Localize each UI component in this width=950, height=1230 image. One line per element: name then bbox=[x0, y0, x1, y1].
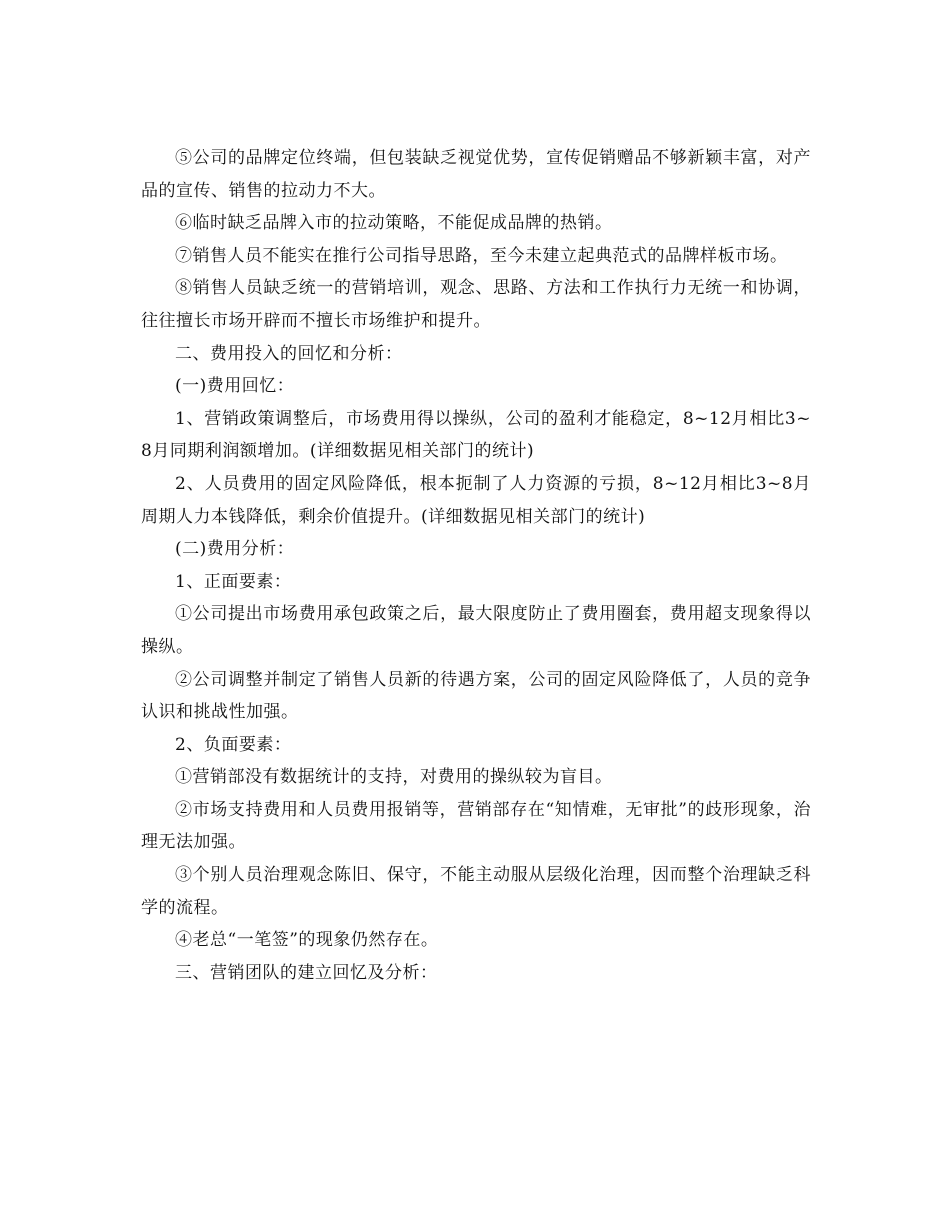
section-heading-expense-review: 二、费用投入的回忆和分析： bbox=[175, 343, 403, 364]
paragraph-positive-factor-2: ②公司调整并制定了销售人员新的待遇方案，公司的固定风险降低了，人员的竞争认识和挑战性加强。 bbox=[141, 669, 811, 723]
paragraph-sample-market: ⑦销售人员不能实在推行公司指导思路，至今未建立起典范式的品牌样板市场。 bbox=[175, 245, 788, 266]
paragraph-sales-training: ⑧销售人员缺乏统一的营销培训，观念、思路、方法和工作执行力无统一和协调，往往擅长市场开辟而不擅长市场维护和提升。 bbox=[141, 278, 811, 331]
paragraph-market-entry-strategy: ⑥临时缺乏品牌入市的拉动策略，不能促成品牌的热销。 bbox=[175, 213, 613, 234]
paragraph-positive-factor-1: ①公司提出市场费用承包政策之后，最大限度防止了费用圈套，费用超支现象得以操纵。 bbox=[141, 604, 811, 657]
section-heading-team-building: 三、营销团队的建立回忆及分析： bbox=[175, 962, 438, 983]
heading-negative-factors: 2、负面要素： bbox=[175, 734, 292, 755]
heading-positive-factors: 1、正面要素： bbox=[175, 571, 292, 592]
document-body bbox=[141, 142, 811, 989]
paragraph-brand-packaging: ⑤公司的品牌定位终端，但包装缺乏视觉优势，宣传促销赠品不够新颖丰富，对产品的宣传、销售的拉动力不大。 bbox=[141, 148, 811, 201]
paragraph-negative-factor-2: ②市场支持费用和人员费用报销等，营销部存在“知情难，无审批”的歧形现象，治理无法加强。 bbox=[141, 799, 811, 853]
paragraph-negative-factor-1: ①营销部没有数据统计的支持，对费用的操纵较为盲目。 bbox=[175, 767, 613, 788]
paragraph-negative-factor-4: ④老总“一笔签”的现象仍然存在。 bbox=[175, 930, 439, 951]
paragraph-negative-factor-3: ③个别人员治理观念陈旧、保守，不能主动服从层级化治理，因而整个治理缺乏科学的流程。 bbox=[141, 865, 811, 918]
paragraph-marketing-policy: 1、营销政策调整后，市场费用得以操纵，公司的盈利才能稳定，8~12月相比3~8月同期利润额增加。(详细数据见相关部门的统计) bbox=[141, 408, 811, 462]
paragraph-personnel-cost: 2、人员费用的固定风险降低，根本扼制了人力资源的亏损，8~12月相比3~8月周期人力本钱降低，剩余价值提升。(详细数据见相关部门的统计) bbox=[141, 473, 811, 527]
subsection-heading-expense-recall: (一)费用回忆： bbox=[175, 376, 295, 397]
subsection-heading-expense-analysis: (二)费用分析： bbox=[175, 539, 295, 560]
